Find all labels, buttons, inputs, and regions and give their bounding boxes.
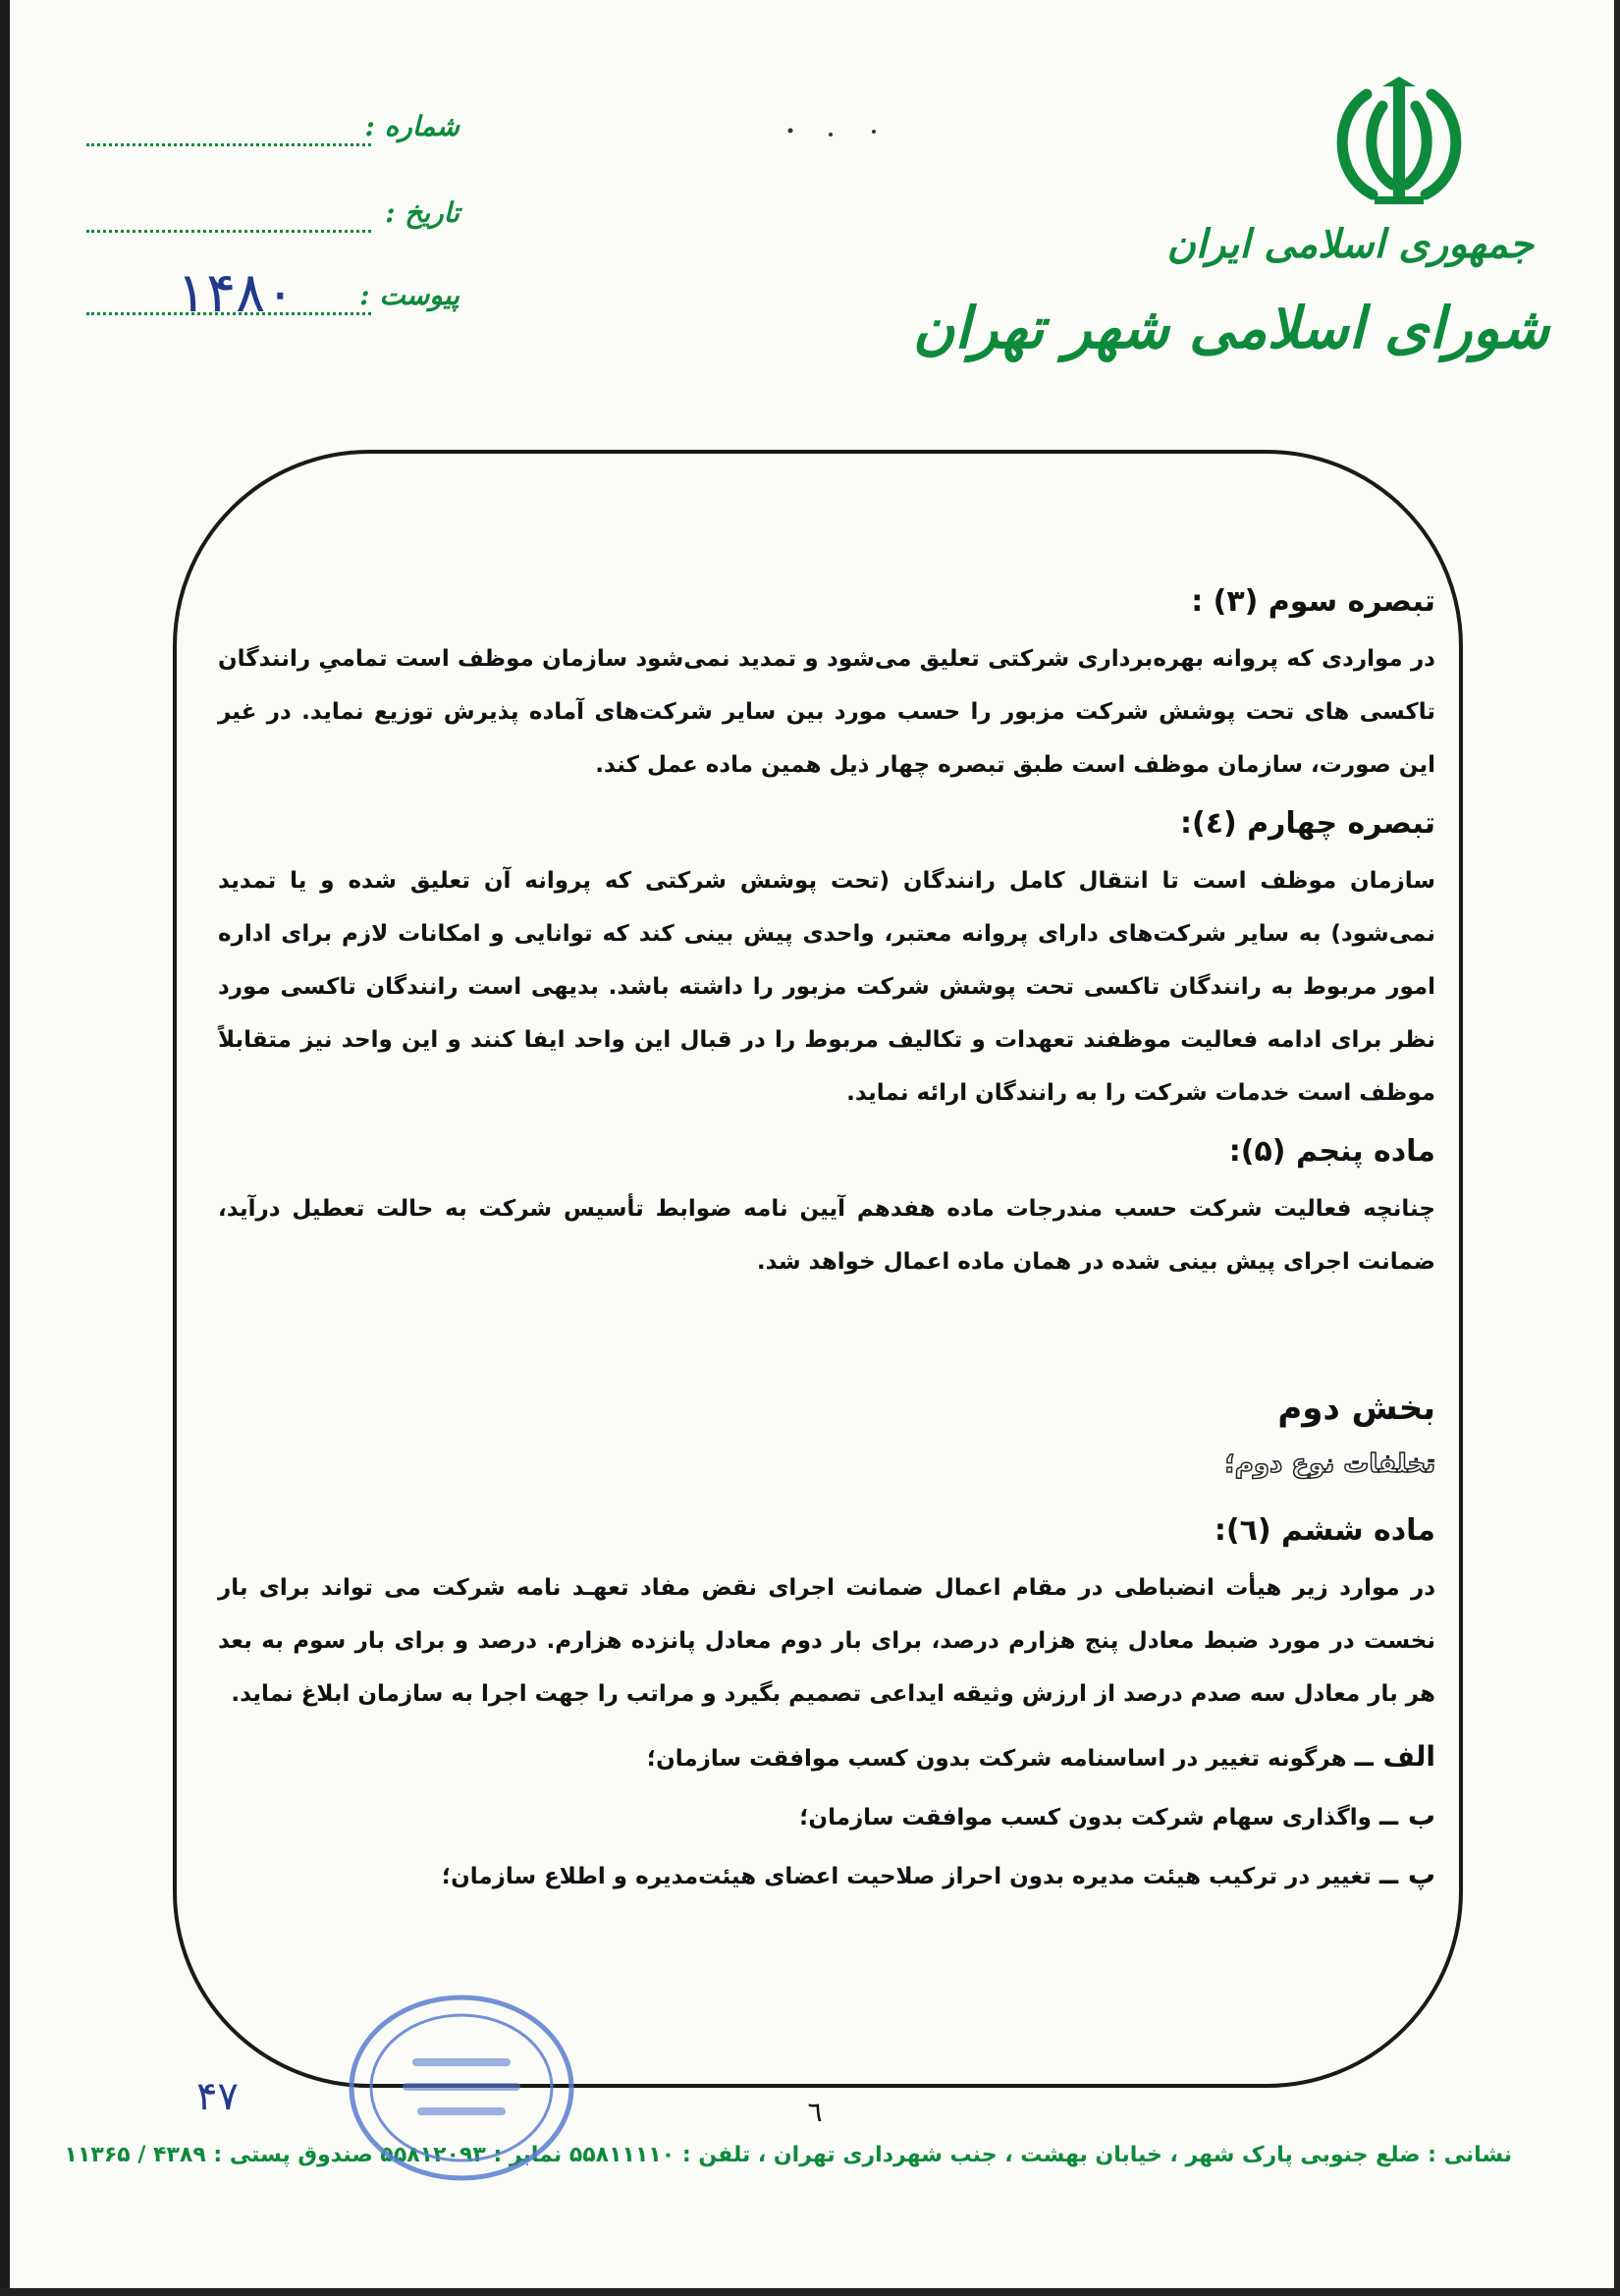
scan-edge-bottom (0, 2288, 1620, 2296)
scan-edge-right (1614, 0, 1620, 2296)
list-item (218, 1787, 1435, 1846)
document-body (218, 577, 1435, 1905)
note3-heading: تبصره سوم (۳) : (1191, 584, 1435, 619)
footer-address: نشانی : ضلع جنوبی پارک شهر ، خیابان بهشت ، جنب شهرداری تهران ، تلفن : ۵۵۸۱۱۱۱۰ نمابر : ۵۵۸۱۲۰۹۳ صندوق پستی : ۴۳۸۹ / ۱۱۳۶۵ (64, 2143, 1512, 2167)
council-title: شورای اسلامی شهر تهران (912, 295, 1549, 361)
note3-paragraph: در مواردی که پروانه بهره‌برداری شرکتی تعلیق می‌شود و تمدید نمی‌شود سازمان موظف است تمامیِ رانندگان تاکسی های تحت پوشش شرکت مزبور را حسب مورد بین سایر شرکت‌های آماده پذیرش توزیع نماید. در غیر این صورت، سازمان موظف است طبق تبصره چهار ذیل همین ماده عمل کند. (218, 646, 1435, 778)
article6-heading: ماده ششم (٦): (1214, 1513, 1435, 1548)
list-item-text: تغییر در ترکیب هیئت مدیره بدون احراز صلاحیت اعضای هیئت‌مدیره و اطلاع سازمان؛ (441, 1864, 1372, 1889)
emblem-icon (1325, 77, 1473, 209)
list-item-key: ب ــ (1378, 1799, 1435, 1831)
date-field (86, 196, 459, 246)
list-item (218, 1728, 1435, 1787)
page-number: ٦ (807, 2096, 823, 2128)
list-item-text: واگذاری سهام شرکت بدون کسب موافقت سازمان؛ (799, 1805, 1372, 1831)
article5-paragraph: چنانچه فعالیت شرکت حسب مندرجات ماده هفدهم آیین نامه ضوابط تأسیس شرکت به حالت تعطیل درآید، ضمانت اجرای پیش بینی شده در همان ماده اعمال خواهد شد. (218, 1196, 1435, 1275)
number-field (86, 110, 459, 159)
section2-subtitle: تخلفات نوع دوم؛ (1224, 1449, 1435, 1479)
list-item-text: هرگونه تغییر در اساسنامه شرکت بدون کسب موافقت سازمان؛ (646, 1746, 1347, 1772)
council-stamp-icon (344, 1990, 579, 2186)
attachment-field (86, 261, 459, 328)
list-item-key: الف ــ (1354, 1740, 1435, 1773)
section2-heading: بخش دوم (1277, 1389, 1435, 1428)
scan-speck (785, 126, 884, 137)
note4-heading: تبصره چهارم (٤): (1179, 806, 1435, 841)
list-item (218, 1846, 1435, 1905)
handwritten-page-number: ۴۷ (196, 2074, 239, 2119)
attachment-label: پیوست : (359, 279, 459, 311)
article6-paragraph: در موارد زیر هیأت انضباطی در مقام اعمال ضمانت اجرای نقض مفاد تعهـد نامه شرکت می تواند برای بار نخست در مورد ضبط معادل پنج هزارم درصد، برای بار دوم معادل پانزده هزارم. درصد و برای بار سوم به بعد هر بار معادل سه صدم درصد از ارزش وثیقه ایداعی تصمیم بگیرد و مراتب را جهت اجرا به سازمان ابلاغ نماید. (218, 1575, 1435, 1707)
republic-title: جمهوری اسلامی ایران (1166, 221, 1534, 267)
article5-heading: ماده پنجم (۵): (1228, 1134, 1435, 1169)
number-label: شماره : (364, 110, 459, 142)
date-label: تاریخ : (385, 196, 459, 229)
attachment-value: ۱۴۸۰ (177, 261, 296, 325)
list-item-key: پ ــ (1378, 1858, 1435, 1890)
note4-paragraph: سازمان موظف است تا انتقال کامل رانندگان (تحت پوشش شرکتی که پروانه آن تعلیق شده و یا تمدید نمی‌شود) به سایر شرکت‌های دارای پروانه معتبر، واحدی پیش بینی کند که توانایی و امکانات لازم برای اداره امور مربوط به رانندگان تاکسی تحت پوشش شرکت مزبور را داشته باشد. بدیهی است رانندگان تاکسی مورد نظر برای ادامه فعالیت موظفند تعهدات و تکالیف مربوط را در قبال این واحد ایفا کنند و این واحد نیز متقابلاً موظف است خدمات شرکت را به رانندگان ارائه نماید. (218, 868, 1435, 1106)
number-dotted-line (86, 143, 371, 146)
date-dotted-line (86, 230, 371, 233)
scan-edge-left (0, 0, 10, 2296)
